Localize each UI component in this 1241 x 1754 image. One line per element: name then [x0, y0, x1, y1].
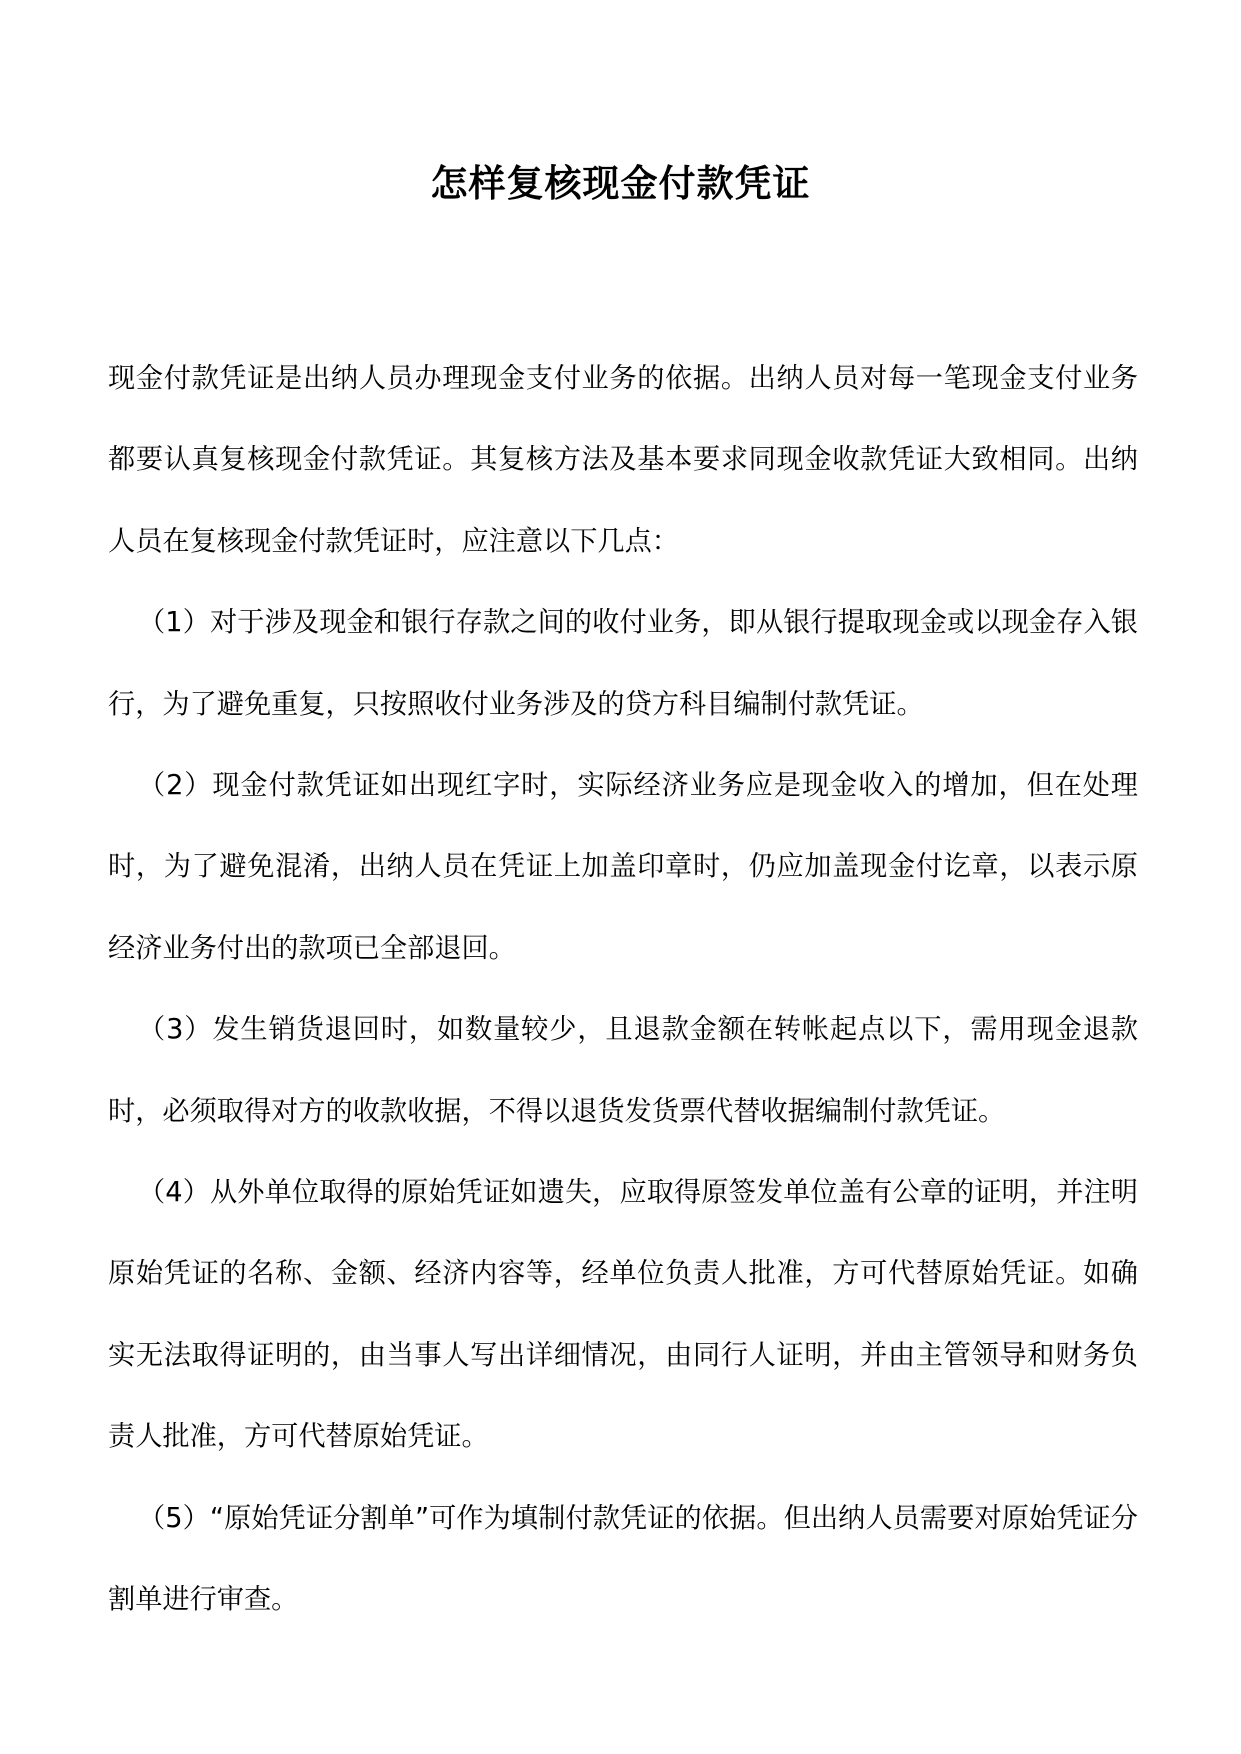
point-4-paragraph: （4）从外单位取得的原始凭证如遗失，应取得原签发单位盖有公章的证明，并注明原始凭证的名称、金额、经济内容等，经单位负责人批准，方可代替原始凭证。如确实无法取得证明的，由当事人写出详细情况，由同行人证明，并由主管领导和财务负责人批准，方可代替原始凭证。: [108, 1177, 1138, 1453]
document-title: 怎样复核现金付款凭证: [430, 161, 811, 205]
intro-paragraph: 现金付款凭证是出纳人员办理现金支付业务的依据。出纳人员对每一笔现金支付业务都要认真复核现金付款凭证。其复核方法及基本要求同现金收款凭证大致相同。出纳人员在复核现金付款凭证时，应注意以下几点：: [108, 363, 1138, 557]
document-body: [108, 338, 1138, 1641]
point-3-paragraph: （3）发生销货退回时，如数量较少，且退款金额在转帐起点以下，需用现金退款时，必须取得对方的收款收据，不得以退货发货票代替收据编制付款凭证。: [108, 1014, 1138, 1127]
point-2-paragraph: （2）现金付款凭证如出现红字时，实际经济业务应是现金收入的增加，但在处理时，为了避免混淆，出纳人员在凭证上加盖印章时，仍应加盖现金付讫章，以表示原经济业务付出的款项已全部退回。: [108, 770, 1138, 964]
point-1-paragraph: （1）对于涉及现金和银行存款之间的收付业务，即从银行提取现金或以现金存入银行，为了避免重复，只按照收付业务涉及的贷方科目编制付款凭证。: [108, 607, 1138, 720]
point-5-paragraph: （5）“原始凭证分割单”可作为填制付款凭证的依据。但出纳人员需要对原始凭证分割单进行审查。: [108, 1502, 1138, 1616]
